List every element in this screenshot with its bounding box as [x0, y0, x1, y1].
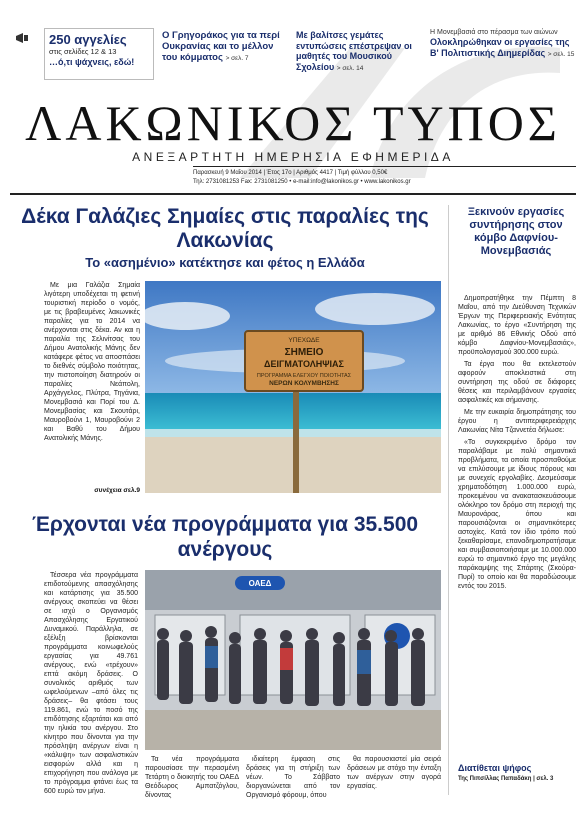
ads-teaser-box[interactable] — [44, 28, 154, 80]
story2-body-col4: θα παρουσιαστεί μία σειρά δράσεων με στόχο την ένταξη των ανέργων στην αγορά εργασίας. — [347, 756, 441, 790]
contact-info: Τηλ: 2731081253 Fax: 2731081250 • e-mail:info@lakonikos.gr • www.lakonikos.gr — [193, 179, 411, 185]
sign-line-2: ΣΗΜΕΙΟ — [284, 347, 324, 358]
sidebar-paragraph: Δημοπρατήθηκε την Πέμπτη 8 Μαΐου, από την Διεύθυνση Τεχνικών Έργων της Περιφερειακής Ενότητας Λακωνίας, το έργο «Συντήρηση της με αριθμό 86 Εθνικής Οδού από κόμβο Δαφνίου-Μονεμβασιάς», προϋπολογισμού 300.000 ευρώ. — [458, 295, 576, 356]
teaser-page-ref: > σελ. 7 — [225, 55, 249, 62]
oaed-queue-photo — [145, 570, 441, 750]
sidebar-paragraph: Με την ευκαιρία δημοπράτησης του έργου η αντιπεριφερειάρχης Λακωνίας Νίτα Τζαννετέα δήλωσε: — [458, 409, 576, 434]
beach-sign-photo — [145, 281, 441, 493]
teaser-kicker: Η Μονεμβασιά στο πέρασμα των αιώνων — [430, 29, 558, 36]
sidebar-paragraph: «Το συγκεκριμένο δρόμο τον παραλάβαμε με πολύ σημαντικά προβλήματα, τα οποία προσπαθούμε να επιλύσουμε με ίδιους πόρους και με συνεχείς εργολαβίες. Δεσμεύσαμε χρηματοδότηση 1.000.000 ευρώ, προκειμένου να ανακατασκευάσουμε ολόκληρο τον δρόμο στη περιοχή της Μαυρονάρας, όπου και παρουσιάζονται οι σημαντικότερες αστοχίες. Κατά τον ίδιο τρόπο πού ξεκαθαρίσαμε, επαναδημοπρατήσαμε και συμβασιοποιήσαμε με 10.000.000 ευρώ το σημαντικό έργο της μεγάλης παράκαμψης της Σπάρτης (Σκούρα-Πυρί) το οποίο και θα παραδώσουμε εντός του 2015. — [458, 439, 576, 590]
sidebar-body — [458, 294, 576, 594]
story1-headline[interactable]: Δέκα Γαλάζιες Σημαίες στις παραλίες της Λακωνίας — [21, 205, 429, 252]
issue-info: Παρασκευή 9 Μαΐου 2014 | Έτος 17ο | Αριθμός 4417 | Τιμή φύλλου 0,50€ — [193, 170, 388, 176]
sidebar-headline[interactable]: Ξεκινούν εργασίες συντήρησης στον κόμβο Δαφνίου-Μονεμβασιάς — [467, 206, 565, 257]
oaed-logo-text: ΟΑΕΔ — [248, 579, 272, 588]
sign-line-1: ΥΠΕΧΩΔΕ — [288, 337, 320, 344]
masthead-bottom-rule — [10, 193, 576, 195]
newspaper-subtitle: ΑΝΕΞΑΡΤΗΤΗ ΗΜΕΡΗΣΙΑ ΕΦΗΜΕΡΙΔΑ — [132, 150, 454, 164]
teaser-text: Ολοκληρώθηκαν οι εργασίες της Β' Πολιτιστικής Διημερίδας — [430, 37, 570, 58]
story1-body: Με μια Γαλάζια Σημαία λιγότερη υποδέχεται τη φετινή τουριστική περίοδο ο νομός, με τις βραβευμένες λακωνικές παραλίες για το 2014 να ανέρχονται στις δέκα. Αν και η παραλία της Σελινίτσας του Δήμου Ανατολικής Μάνης δεν κατάφερε φέτος να αποσπάσει το διεθνές σύμβολο ποιότητας, την πιστοποίηση διατηρούν οι παραλίες Νεάπολη, Αρχάγγελος, Πλύτρα, Τηγάνια, Μονεμβασιά και Πορί του Δ. Μονεμβασίας και Σκουτάρι, Μαυροβούνι 1, Μαυροβούνι 2 και Βαθύ του Δήμου Ανατολικής Μάνης. — [44, 282, 140, 442]
story1-continued-ref[interactable]: συνέχεια σελ.9 — [94, 487, 140, 494]
ads-slogan: …ό,τι ψάχνεις, εδώ! — [49, 57, 135, 67]
ads-count: 250 αγγελίες — [49, 32, 127, 47]
teaser-page-ref: > σελ. 14 — [336, 64, 364, 72]
sign-line-4: ΠΡΟΓΡΑΜΜΑ ΕΛΕΓΧΟΥ ΠΟΙΟΤΗΤΑΣ — [256, 373, 352, 379]
teaser-page-ref: > σελ. 15 — [547, 50, 575, 58]
story2-body-col3: ιδιαίτερη έμφαση στις δράσεις για τη στήριξη των νέων. Το Σάββατο διοργανώνεται από τον Οργανισμό φόρουμ, όπου — [246, 756, 340, 799]
teaser-monemvasia[interactable] — [430, 28, 580, 60]
story2-body-col2: Τα νέα προγράμματα παρουσίασε την περασμένη Τετάρτη ο διοικητής του ΟΑΕΔ Θεόδωρος Αμπατζόγλου, δίνοντας — [145, 756, 239, 799]
teaser-text: Ο Γρηγοράκος για τα περί Ουκρανίας και το μέλλον του κόμματος — [162, 30, 280, 63]
sidebar-paragraph: Τα έργα που θα εκτελεστούν αφορούν αποκλειστικά στη συντήρηση της οδού σε διάφορες θέσεις και περιλαμβάνουν εργασίες ασφαλτικές και σήμανσης. — [458, 361, 576, 404]
teaser-text: Με βαλίτσες γεμάτες εντυπώσεις επέστρεψαν οι μαθητές του Μουσικού Σχολείου — [296, 30, 412, 72]
story1-subhead: Το «ασημένιο» κατέκτησε και φέτος η Ελλάδα — [85, 255, 365, 270]
story2-headline[interactable]: Έρχονται νέα προγράμματα για 35.500 ανέργους — [31, 513, 419, 561]
newspaper-title: ΛΑΚΩΝΙΚΟΣ ΤΥΠΟΣ — [25, 95, 561, 151]
megaphone-icon — [14, 30, 30, 46]
masthead-divider — [193, 166, 576, 167]
sign-line-5: ΝΕΡΩΝ ΚΟΛΥΜΒΗΣΗΣ — [269, 380, 339, 387]
ads-pages: στις σελίδες 12 & 13 — [49, 47, 117, 56]
column-teaser-ref: Της Πιπσίλλας Παπαδάκη | σελ. 3 — [458, 776, 554, 782]
sign-line-3: ΔΕΙΓΜΑΤΟΛΗΨΙΑΣ — [264, 359, 344, 369]
story2-body-col1: Τέσσερα νέα προγράμματα επιδοτούμενης απασχόλησης και κατάρτισης για 35.500 ανέργους σκοπεύει να θέσει σε ισχύ ο Οργανισμός Απασχόλησης Εργατικού Δυναμικού. Παράλληλα, σε εξέλιξη βρίσκονται προγράμματα κοινωφελούς εργασίας για 49.761 ανέργους, ενώ «τρέχουν» επτά ακόμη δράσεις. Ο συνολικός αριθμός των ωφελούμενων –από όλες τις δράσεις– θα φτάσει τους 119.861, ενώ το ποσό της επιδότησης εξαρτάται και από την ηλικία του ανέργου. Στο κίνητρο που δίνονται για την πρόσληψη ανέργων είναι η «κάλυψη» των ασφαλιστικών εισφορών αλλά και η επιχορήγηση που ανάλογα με το πρόγραμμα φτάνει έως τα 600 ευρώ τον μήνα. — [44, 572, 138, 795]
column-teaser-title[interactable]: Διατίθεται ψήφος — [458, 763, 532, 773]
teaser-grigorakos[interactable] — [162, 30, 290, 64]
column-divider — [448, 205, 449, 795]
teaser-music-school[interactable] — [296, 30, 424, 74]
